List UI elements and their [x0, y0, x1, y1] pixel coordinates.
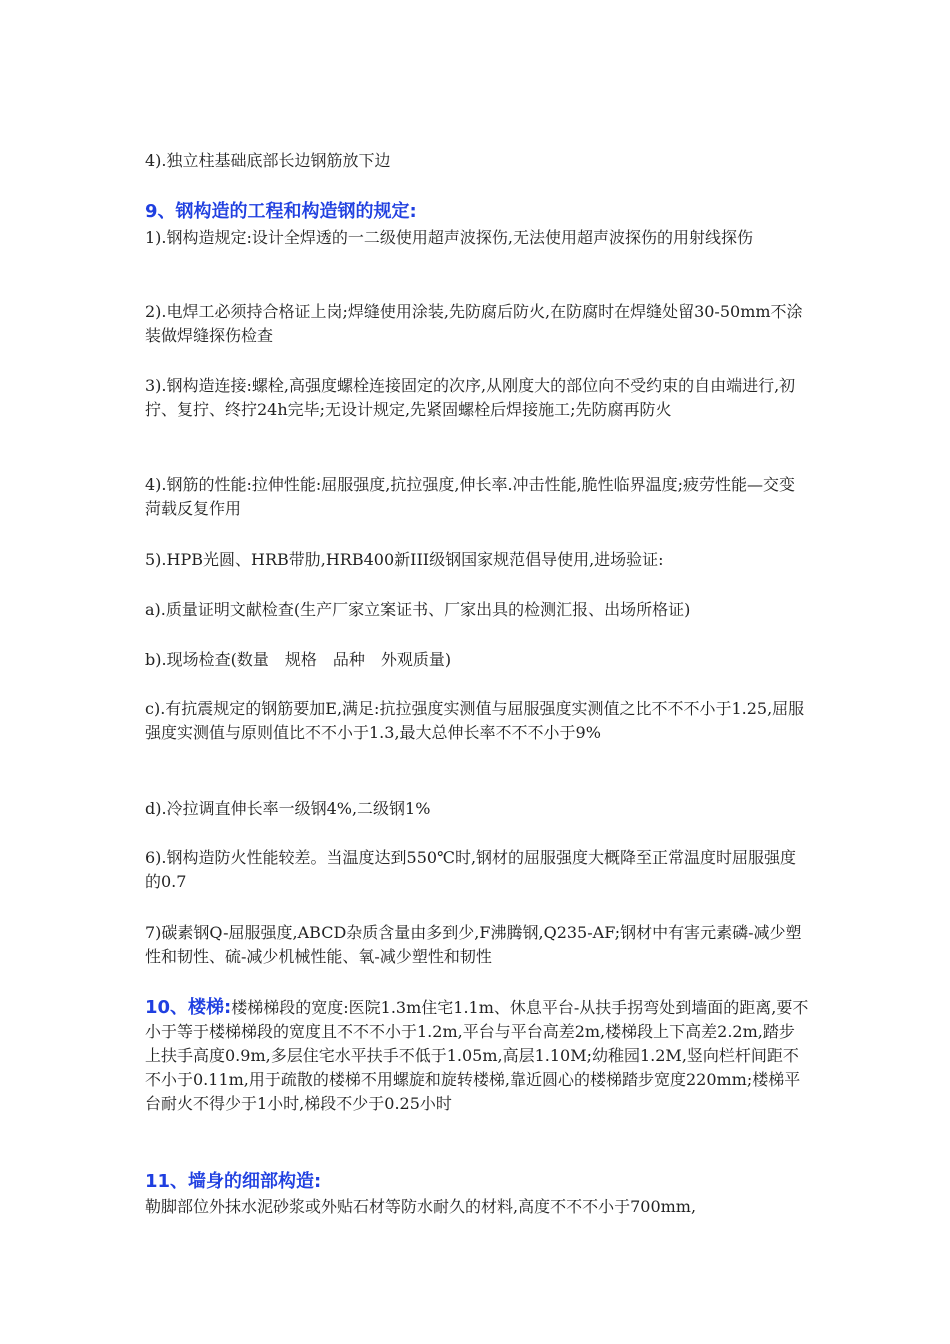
s9-paragraph-4: 4).钢筋的性能:拉伸性能:屈服强度,抗拉强度,伸长率.冲击性能,脆性临界温度;疲劳性能—交变菏载反复作用 — [145, 475, 796, 518]
s9-paragraph-6: 6).钢构造防火性能较差。当温度达到550℃时,钢材的屈服强度大概降至正常温度时屈服强度的0.7 — [145, 848, 797, 891]
s9-paragraph-7: 7)碳素钢Q-屈服强度,ABCD杂质含量由多到少,F沸腾钢,Q235-AF;钢材中有害元素磷-减少塑性和韧性、硫-减少机械性能、氧-减少塑性和韧性 — [145, 923, 802, 966]
section-11-text: 勒脚部位外抹水泥砂浆或外贴石材等防水耐久的材料,高度不不不小于700mm, — [145, 1197, 697, 1216]
s9-paragraph-b: b).现场检查(数量 规格 品种 外观质量) — [145, 650, 452, 669]
s9-paragraph-2: 2).电焊工必须持合格证上岗;焊缝使用涂装,先防腐后防火,在防腐时在焊缝处留30-50mm不涂装做焊缝探伤检查 — [145, 302, 803, 345]
section-11-heading: 11、墙身的细部构造: — [145, 1171, 322, 1192]
intro-line: 4).独立柱基础底部长边钢筋放下边 — [145, 151, 391, 170]
s9-paragraph-a: a).质量证明文献检查(生产厂家立案证书、厂家出具的检测汇报、出场所格证) — [145, 600, 691, 619]
s9-paragraph-c: c).有抗震规定的钢筋要加E,满足:抗拉强度实测值与屈服强度实测值之比不不不小于1.25,屈服强度实测值与原则值比不不小于1.3,最大总伸长率不不不小于9% — [145, 699, 805, 742]
section-10-heading: 10、楼梯: — [145, 997, 232, 1018]
s9-paragraph-1: 1).钢构造规定:设计全焊透的一二级使用超声波探伤,无法使用超声波探伤的用射线探伤 — [145, 228, 753, 247]
s9-paragraph-d: d).冷拉调直伸长率一级钢4%,二级钢1% — [145, 799, 431, 818]
section-10-block — [145, 996, 810, 1116]
section-9-heading: 9、钢构造的工程和构造钢的规定: — [145, 201, 417, 222]
section-10-text: 楼梯梯段的宽度:医院1.3m住宅1.1m、休息平台-从扶手拐弯处到墙面的距离,要不小于等于楼梯梯段的宽度且不不不小于1.2m,平台与平台高差2m,楼梯段上下高差2.2m,踏步上扶手高度0.9m,多层住宅水平扶手不低于1.05m,高层1.10M;幼稚园1.2M,竖向栏杆间距不不小于0.11m,用于疏散的楼梯不用螺旋和旋转楼梯,靠近圆心的楼梯踏步宽度220mm;楼梯平台耐火不得少于1小时,梯段不少于0.25小时 — [145, 998, 809, 1113]
s9-paragraph-5: 5).HPB光圆、HRB带肋,HRB400新III级钢国家规范倡导使用,进场验证: — [145, 550, 664, 569]
s9-paragraph-3: 3).钢构造连接:螺栓,高强度螺栓连接固定的次序,从刚度大的部位向不受约束的自由端进行,初拧、复拧、终拧24h完毕;无设计规定,先紧固螺栓后焊接施工;先防腐再防火 — [145, 376, 796, 419]
